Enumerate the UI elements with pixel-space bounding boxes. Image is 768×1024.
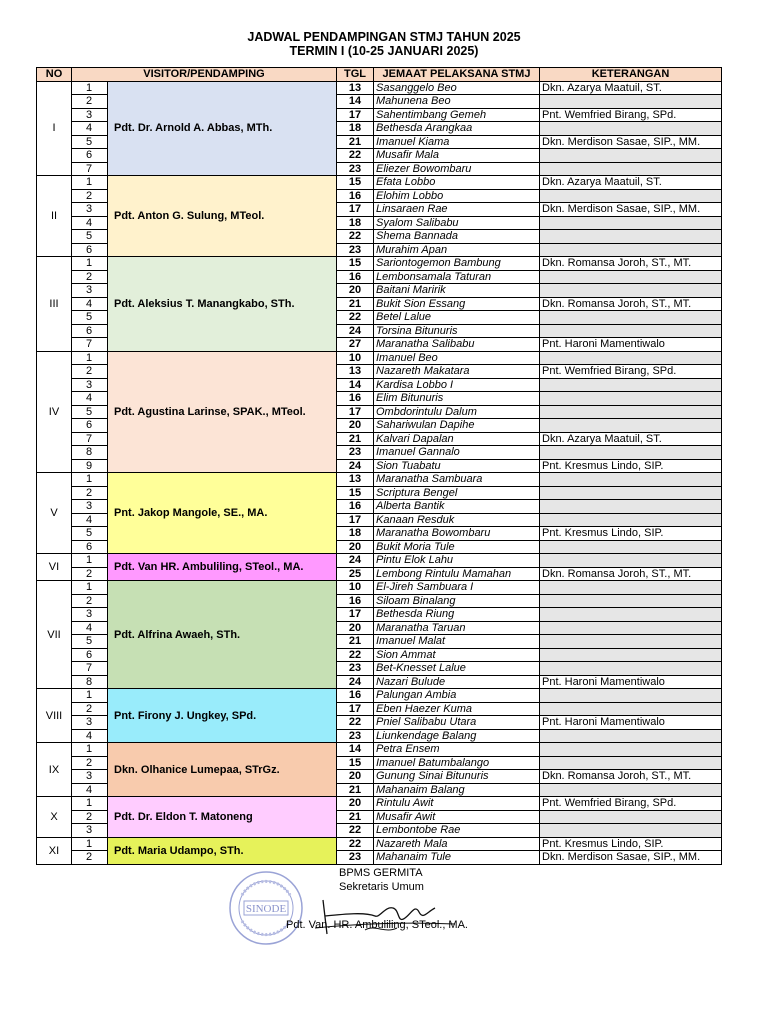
jemaat-cell: Imanuel Malat [374, 635, 540, 649]
visitor-cell: Pdt. Van HR. Ambuliling, STeol., MA. [108, 554, 337, 581]
keterangan-cell: Pnt. Wemfried Birang, SPd. [540, 797, 722, 811]
row-number: 4 [72, 513, 108, 527]
row-number: 7 [72, 162, 108, 176]
row-number: 2 [72, 851, 108, 865]
keterangan-cell: Pnt. Wemfried Birang, SPd. [540, 365, 722, 379]
group-number: IX [37, 743, 72, 797]
keterangan-cell [540, 405, 722, 419]
date-cell: 14 [337, 743, 374, 757]
date-cell: 16 [337, 189, 374, 203]
jemaat-cell: Lembonsamala Taturan [374, 270, 540, 284]
keterangan-cell [540, 122, 722, 136]
row-number: 5 [72, 635, 108, 649]
keterangan-cell [540, 783, 722, 797]
date-cell: 15 [337, 176, 374, 190]
jemaat-cell: Ombdorintulu Dalum [374, 405, 540, 419]
date-cell: 21 [337, 135, 374, 149]
row-number: 3 [72, 608, 108, 622]
row-number: 1 [72, 689, 108, 703]
jemaat-cell: Imanuel Gannalo [374, 446, 540, 460]
date-cell: 20 [337, 419, 374, 433]
jemaat-cell: Eben Haezer Kuma [374, 702, 540, 716]
jemaat-cell: Linsaraen Rae [374, 203, 540, 217]
row-number: 5 [72, 311, 108, 325]
seal-stamp-icon [228, 870, 304, 946]
row-number: 1 [72, 473, 108, 487]
date-cell: 18 [337, 216, 374, 230]
visitor-cell: Pdt. Alfrina Awaeh, STh. [108, 581, 337, 689]
keterangan-cell [540, 243, 722, 257]
keterangan-cell: Pnt. Wemfried Birang, SPd. [540, 108, 722, 122]
keterangan-cell [540, 513, 722, 527]
jemaat-cell: Pintu Elok Lahu [374, 554, 540, 568]
row-number: 2 [72, 270, 108, 284]
row-number: 5 [72, 230, 108, 244]
jemaat-cell: Mahanaim Balang [374, 783, 540, 797]
date-cell: 21 [337, 297, 374, 311]
keterangan-cell [540, 540, 722, 554]
jemaat-cell: Gunung Sinai Bitunuris [374, 770, 540, 784]
row-number: 2 [72, 594, 108, 608]
row-number: 3 [72, 770, 108, 784]
signature-block [0, 864, 768, 964]
date-cell: 10 [337, 351, 374, 365]
date-cell: 23 [337, 851, 374, 865]
jemaat-cell: Shema Bannada [374, 230, 540, 244]
keterangan-cell [540, 594, 722, 608]
jemaat-cell: Musafir Mala [374, 149, 540, 163]
keterangan-cell [540, 581, 722, 595]
keterangan-cell [540, 756, 722, 770]
row-number: 2 [72, 189, 108, 203]
keterangan-cell [540, 446, 722, 460]
date-cell: 17 [337, 203, 374, 217]
row-number: 1 [72, 257, 108, 271]
group-number: XI [37, 837, 72, 864]
row-number: 3 [72, 284, 108, 298]
date-cell: 22 [337, 230, 374, 244]
table-row [37, 351, 722, 365]
jemaat-cell: Rintulu Awit [374, 797, 540, 811]
date-cell: 21 [337, 432, 374, 446]
jemaat-cell: Alberta Bantik [374, 500, 540, 514]
table-row [37, 797, 722, 811]
jemaat-cell: Sahariwulan Dapihe [374, 419, 540, 433]
table-row [37, 257, 722, 271]
row-number: 2 [72, 365, 108, 379]
row-number: 6 [72, 324, 108, 338]
row-number: 7 [72, 432, 108, 446]
schedule-table [36, 67, 722, 865]
row-number: 3 [72, 203, 108, 217]
jemaat-cell: Imanuel Batumbalango [374, 756, 540, 770]
date-cell: 16 [337, 594, 374, 608]
jemaat-cell: Bukit Moria Tule [374, 540, 540, 554]
signature-org: BPMS GERMITA [339, 867, 423, 879]
keterangan-cell [540, 608, 722, 622]
group-number: I [37, 81, 72, 176]
row-number: 1 [72, 837, 108, 851]
row-number: 1 [72, 554, 108, 568]
row-number: 4 [72, 122, 108, 136]
keterangan-cell [540, 702, 722, 716]
group-number: IV [37, 351, 72, 473]
jemaat-cell: Mahunena Beo [374, 95, 540, 109]
date-cell: 21 [337, 635, 374, 649]
row-number: 7 [72, 338, 108, 352]
group-number: VIII [37, 689, 72, 743]
table-row [37, 837, 722, 851]
keterangan-cell: Pnt. Kresmus Lindo, SIP. [540, 837, 722, 851]
date-cell: 16 [337, 500, 374, 514]
keterangan-cell [540, 311, 722, 325]
keterangan-cell: Dkn. Romansa Joroh, ST., MT. [540, 257, 722, 271]
date-cell: 17 [337, 108, 374, 122]
header-jemaat: JEMAAT PELAKSANA STMJ [374, 68, 540, 82]
row-number: 1 [72, 176, 108, 190]
row-number: 1 [72, 581, 108, 595]
row-number: 3 [72, 500, 108, 514]
jemaat-cell: Sion Ammat [374, 648, 540, 662]
jemaat-cell: Torsina Bitunuris [374, 324, 540, 338]
keterangan-cell [540, 351, 722, 365]
signature-role: Sekretaris Umum [339, 881, 424, 893]
row-number: 6 [72, 540, 108, 554]
date-cell: 22 [337, 837, 374, 851]
date-cell: 20 [337, 770, 374, 784]
keterangan-cell: Dkn. Azarya Maatuil, ST. [540, 176, 722, 190]
date-cell: 27 [337, 338, 374, 352]
table-body [37, 81, 722, 864]
keterangan-cell [540, 635, 722, 649]
jemaat-cell: Kalvari Dapalan [374, 432, 540, 446]
jemaat-cell: Bethesda Arangkaa [374, 122, 540, 136]
date-cell: 16 [337, 689, 374, 703]
row-number: 8 [72, 675, 108, 689]
keterangan-cell [540, 729, 722, 743]
keterangan-cell [540, 689, 722, 703]
jemaat-cell: Murahim Apan [374, 243, 540, 257]
keterangan-cell [540, 662, 722, 676]
keterangan-cell [540, 743, 722, 757]
keterangan-cell [540, 824, 722, 838]
table-row [37, 176, 722, 190]
keterangan-cell [540, 378, 722, 392]
date-cell: 22 [337, 824, 374, 838]
table-row [37, 743, 722, 757]
row-number: 5 [72, 527, 108, 541]
keterangan-cell [540, 149, 722, 163]
jemaat-cell: Scriptura Bengel [374, 486, 540, 500]
keterangan-cell: Dkn. Merdison Sasae, SIP., MM. [540, 851, 722, 865]
keterangan-cell [540, 500, 722, 514]
jemaat-cell: Maranatha Bowombaru [374, 527, 540, 541]
row-number: 6 [72, 243, 108, 257]
row-number: 9 [72, 459, 108, 473]
date-cell: 18 [337, 122, 374, 136]
row-number: 4 [72, 783, 108, 797]
date-cell: 17 [337, 513, 374, 527]
date-cell: 14 [337, 95, 374, 109]
row-number: 2 [72, 95, 108, 109]
svg-text:SINODE: SINODE [245, 903, 287, 915]
date-cell: 21 [337, 783, 374, 797]
date-cell: 23 [337, 243, 374, 257]
jemaat-cell: El-Jireh Sambuara I [374, 581, 540, 595]
row-number: 1 [72, 743, 108, 757]
jemaat-cell: Nazareth Makatara [374, 365, 540, 379]
jemaat-cell: Maranatha Taruan [374, 621, 540, 635]
signature-name: Pdt. Van. HR. Ambuliling, STeol., MA. [286, 919, 468, 931]
jemaat-cell: Imanuel Beo [374, 351, 540, 365]
row-number: 2 [72, 756, 108, 770]
keterangan-cell [540, 419, 722, 433]
jemaat-cell: Kardisa Lobbo I [374, 378, 540, 392]
visitor-cell: Pdt. Maria Udampo, STh. [108, 837, 337, 864]
jemaat-cell: Siloam Binalang [374, 594, 540, 608]
keterangan-cell [540, 486, 722, 500]
row-number: 2 [72, 486, 108, 500]
keterangan-cell [540, 95, 722, 109]
date-cell: 17 [337, 405, 374, 419]
table-row [37, 81, 722, 95]
jemaat-cell: Bet-Knesset Lalue [374, 662, 540, 676]
keterangan-cell [540, 554, 722, 568]
date-cell: 20 [337, 621, 374, 635]
jemaat-cell: Elim Bitunuris [374, 392, 540, 406]
group-number: III [37, 257, 72, 352]
keterangan-cell [540, 648, 722, 662]
header-visitor: VISITOR/PENDAMPING [72, 68, 337, 82]
keterangan-cell [540, 392, 722, 406]
visitor-cell: Pdt. Dr. Arnold A. Abbas, MTh. [108, 81, 337, 176]
keterangan-cell [540, 270, 722, 284]
keterangan-cell [540, 284, 722, 298]
jemaat-cell: Maranatha Salibabu [374, 338, 540, 352]
keterangan-cell [540, 230, 722, 244]
date-cell: 24 [337, 324, 374, 338]
keterangan-cell: Dkn. Romansa Joroh, ST., MT. [540, 770, 722, 784]
group-number: VII [37, 581, 72, 689]
table-header-row [37, 68, 722, 82]
date-cell: 15 [337, 756, 374, 770]
group-number: X [37, 797, 72, 838]
jemaat-cell: Bukit Sion Essang [374, 297, 540, 311]
date-cell: 16 [337, 392, 374, 406]
jemaat-cell: Petra Ensem [374, 743, 540, 757]
date-cell: 10 [337, 581, 374, 595]
date-cell: 17 [337, 608, 374, 622]
date-cell: 22 [337, 648, 374, 662]
date-cell: 18 [337, 527, 374, 541]
row-number: 1 [72, 81, 108, 95]
keterangan-cell [540, 216, 722, 230]
keterangan-cell [540, 324, 722, 338]
row-number: 1 [72, 797, 108, 811]
jemaat-cell: Maranatha Sambuara [374, 473, 540, 487]
date-cell: 15 [337, 486, 374, 500]
visitor-cell: Pdt. Dr. Eldon T. Matoneng [108, 797, 337, 838]
date-cell: 24 [337, 459, 374, 473]
keterangan-cell [540, 621, 722, 635]
date-cell: 15 [337, 257, 374, 271]
row-number: 4 [72, 392, 108, 406]
keterangan-cell: Pnt. Haroni Mamentiwalo [540, 675, 722, 689]
keterangan-cell: Dkn. Merdison Sasae, SIP., MM. [540, 135, 722, 149]
jemaat-cell: Pniel Salibabu Utara [374, 716, 540, 730]
table-row [37, 581, 722, 595]
jemaat-cell: Sahentimbang Gemeh [374, 108, 540, 122]
row-number: 2 [72, 810, 108, 824]
group-number: V [37, 473, 72, 554]
group-number: VI [37, 554, 72, 581]
header-keterangan: KETERANGAN [540, 68, 722, 82]
jemaat-cell: Musafir Awit [374, 810, 540, 824]
jemaat-cell: Nazari Bulude [374, 675, 540, 689]
date-cell: 17 [337, 702, 374, 716]
date-cell: 23 [337, 162, 374, 176]
table-row [37, 689, 722, 703]
date-cell: 21 [337, 810, 374, 824]
date-cell: 13 [337, 81, 374, 95]
table-row [37, 554, 722, 568]
jemaat-cell: Palungan Ambia [374, 689, 540, 703]
row-number: 6 [72, 648, 108, 662]
date-cell: 23 [337, 662, 374, 676]
date-cell: 16 [337, 270, 374, 284]
keterangan-cell: Dkn. Azarya Maatuil, ST. [540, 432, 722, 446]
document-title: JADWAL PENDAMPINGAN STMJ TAHUN 2025 [247, 30, 521, 44]
jemaat-cell: Liunkendage Balang [374, 729, 540, 743]
keterangan-cell: Dkn. Azarya Maatuil, ST. [540, 81, 722, 95]
jemaat-cell: Nazareth Mala [374, 837, 540, 851]
header-no: NO [37, 68, 72, 82]
visitor-cell: Pdt. Agustina Larinse, SPAK., MTeol. [108, 351, 337, 473]
date-cell: 23 [337, 729, 374, 743]
row-number: 3 [72, 716, 108, 730]
group-number: II [37, 176, 72, 257]
date-cell: 22 [337, 716, 374, 730]
jemaat-cell: Baitani Maririk [374, 284, 540, 298]
row-number: 5 [72, 405, 108, 419]
document-subtitle: TERMIN I (10-25 JANUARI 2025) [289, 44, 479, 58]
date-cell: 22 [337, 311, 374, 325]
row-number: 1 [72, 351, 108, 365]
row-number: 3 [72, 108, 108, 122]
row-number: 5 [72, 135, 108, 149]
date-cell: 24 [337, 675, 374, 689]
jemaat-cell: Bethesda Riung [374, 608, 540, 622]
keterangan-cell: Pnt. Haroni Mamentiwalo [540, 338, 722, 352]
date-cell: 24 [337, 554, 374, 568]
jemaat-cell: Mahanaim Tule [374, 851, 540, 865]
row-number: 4 [72, 729, 108, 743]
row-number: 6 [72, 419, 108, 433]
jemaat-cell: Imanuel Kiama [374, 135, 540, 149]
jemaat-cell: Lembontobe Rae [374, 824, 540, 838]
date-cell: 13 [337, 365, 374, 379]
jemaat-cell: Sasanggelo Beo [374, 81, 540, 95]
keterangan-cell: Pnt. Kresmus Lindo, SIP. [540, 527, 722, 541]
table-row [37, 473, 722, 487]
jemaat-cell: Sion Tuabatu [374, 459, 540, 473]
row-number: 4 [72, 297, 108, 311]
header-tgl: TGL [337, 68, 374, 82]
row-number: 2 [72, 567, 108, 581]
keterangan-cell [540, 473, 722, 487]
keterangan-cell: Pnt. Haroni Mamentiwalo [540, 716, 722, 730]
visitor-cell: Dkn. Olhanice Lumepaa, STrGz. [108, 743, 337, 797]
date-cell: 25 [337, 567, 374, 581]
keterangan-cell [540, 810, 722, 824]
row-number: 7 [72, 662, 108, 676]
visitor-cell: Pdt. Anton G. Sulung, MTeol. [108, 176, 337, 257]
date-cell: 13 [337, 473, 374, 487]
keterangan-cell [540, 189, 722, 203]
jemaat-cell: Lembong Rintulu Mamahan [374, 567, 540, 581]
date-cell: 20 [337, 540, 374, 554]
keterangan-cell [540, 162, 722, 176]
jemaat-cell: Sariontogemon Bambung [374, 257, 540, 271]
visitor-cell: Pdt. Aleksius T. Manangkabo, STh. [108, 257, 337, 352]
row-number: 8 [72, 446, 108, 460]
keterangan-cell: Dkn. Romansa Joroh, ST., MT. [540, 297, 722, 311]
keterangan-cell: Pnt. Kresmus Lindo, SIP. [540, 459, 722, 473]
jemaat-cell: Kanaan Resduk [374, 513, 540, 527]
jemaat-cell: Eliezer Bowombaru [374, 162, 540, 176]
keterangan-cell: Dkn. Merdison Sasae, SIP., MM. [540, 203, 722, 217]
jemaat-cell: Efata Lobbo [374, 176, 540, 190]
jemaat-cell: Betel Lalue [374, 311, 540, 325]
jemaat-cell: Syalom Salibabu [374, 216, 540, 230]
row-number: 3 [72, 824, 108, 838]
row-number: 4 [72, 216, 108, 230]
jemaat-cell: Elohim Lobbo [374, 189, 540, 203]
date-cell: 20 [337, 797, 374, 811]
keterangan-cell: Dkn. Romansa Joroh, ST., MT. [540, 567, 722, 581]
visitor-cell: Pnt. Jakop Mangole, SE., MA. [108, 473, 337, 554]
date-cell: 14 [337, 378, 374, 392]
row-number: 3 [72, 378, 108, 392]
date-cell: 22 [337, 149, 374, 163]
date-cell: 20 [337, 284, 374, 298]
row-number: 6 [72, 149, 108, 163]
date-cell: 23 [337, 446, 374, 460]
row-number: 2 [72, 702, 108, 716]
row-number: 4 [72, 621, 108, 635]
visitor-cell: Pnt. Firony J. Ungkey, SPd. [108, 689, 337, 743]
